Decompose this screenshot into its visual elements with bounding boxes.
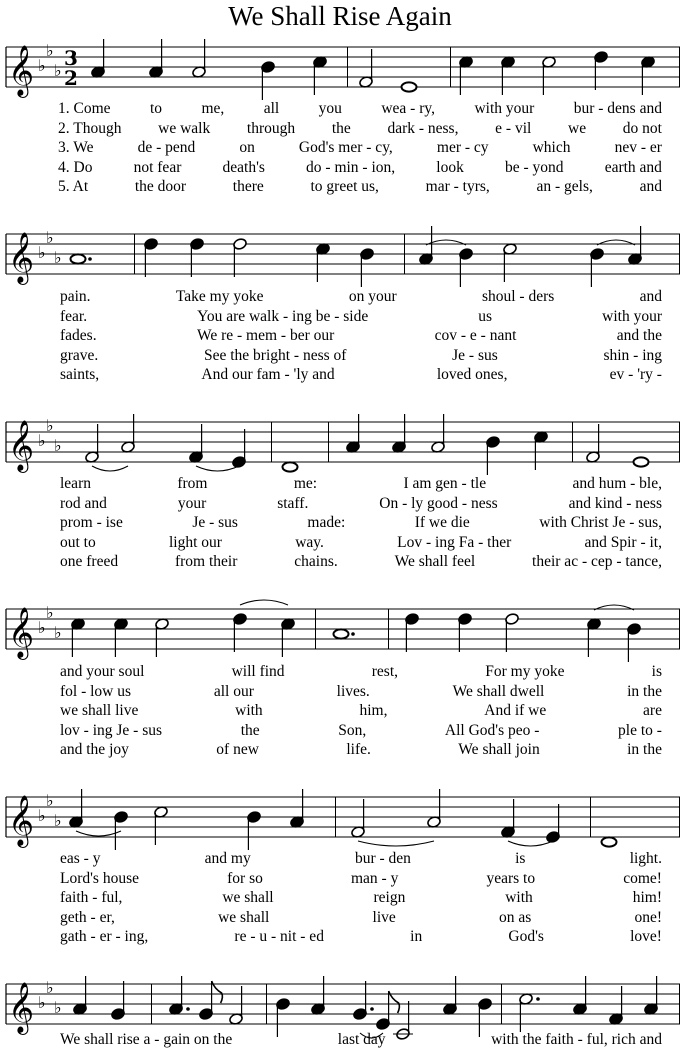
lyric-word: in xyxy=(410,928,423,945)
lyric-word: on as xyxy=(498,908,532,926)
lyric-word: are xyxy=(643,702,662,719)
lyric-word: not fear xyxy=(133,158,182,176)
lyric-word: made: xyxy=(307,514,346,531)
notehead xyxy=(334,629,349,638)
lyric-word: to greet us, xyxy=(310,178,379,195)
lyric-line xyxy=(60,475,662,492)
flat-icon: ♭ xyxy=(38,243,46,262)
lyric-word: we shall xyxy=(218,908,270,926)
lyric-word: Son, xyxy=(338,721,367,739)
lyric-word: and hum - ble, xyxy=(572,475,662,492)
lyric-word: an - gels, xyxy=(536,178,593,195)
lyric-word: 5. At xyxy=(58,178,89,195)
lyric-word: lives. xyxy=(336,682,370,700)
lyric-word: with xyxy=(235,702,263,719)
lyric-word: do - min - ion, xyxy=(306,158,396,176)
augmentation-dot xyxy=(536,997,540,1001)
lyric-word: Take my yoke xyxy=(175,288,264,305)
slur xyxy=(508,841,553,846)
flat-icon: ♭ xyxy=(46,791,54,810)
lyric-word: 1. Come xyxy=(58,100,111,117)
lyric-line xyxy=(60,495,662,512)
lyric-line xyxy=(60,870,662,887)
lyric-word: with xyxy=(505,889,533,906)
lyric-line xyxy=(58,120,662,137)
lyric-word: If we die xyxy=(414,514,470,531)
lyric-word: all our xyxy=(213,682,254,700)
lyric-word: faith - ful, xyxy=(60,889,123,906)
lyric-word: rod and xyxy=(60,494,107,512)
lyric-line xyxy=(60,889,662,906)
lyric-word: through xyxy=(246,119,296,137)
slur xyxy=(92,466,128,471)
lyric-word: and xyxy=(639,178,662,195)
lyric-word: loved ones, xyxy=(436,366,508,383)
lyric-word: mar - tyrs, xyxy=(425,178,490,195)
flat-icon: ♭ xyxy=(38,431,46,450)
lyric-word: God's mer - cy, xyxy=(298,139,393,156)
lyric-word: All God's peo - xyxy=(444,721,540,739)
lyric-word: be - yond xyxy=(505,158,564,176)
lyric-word: to xyxy=(149,100,163,117)
lyric-word: We re - mem - ber our xyxy=(196,327,335,344)
flat-icon: ♭ xyxy=(54,248,62,267)
lyric-word: shin - ing xyxy=(603,346,662,364)
lyric-word: we shall xyxy=(222,889,274,906)
lyric-word: Lord's house xyxy=(60,869,139,887)
time-signature-top: 3 xyxy=(64,46,78,70)
lyric-word: I am gen - tle xyxy=(403,475,487,492)
treble-clef-icon: 𝄞 xyxy=(8,607,35,658)
lyric-word: geth - er, xyxy=(60,908,115,926)
lyric-word: learn xyxy=(60,475,91,492)
lyric-word: way. xyxy=(295,533,324,551)
treble-clef-icon: 𝄞 xyxy=(8,982,35,1033)
lyric-word: we xyxy=(568,119,587,137)
flat-icon: ♭ xyxy=(46,228,54,247)
lyric-word: earth and xyxy=(604,158,662,176)
lyric-word: on xyxy=(239,139,255,156)
lyric-word: do not xyxy=(622,119,662,137)
lyric-word: one! xyxy=(634,908,662,926)
lyric-word: and the joy xyxy=(60,741,129,758)
flat-icon: ♭ xyxy=(54,61,62,80)
lyric-word: there xyxy=(232,178,264,195)
lyric-word: 3. We xyxy=(58,139,94,156)
lyric-word: saints, xyxy=(60,366,100,383)
lyric-word: the door xyxy=(134,178,187,195)
lyric-word: ple to - xyxy=(618,721,662,739)
treble-clef-icon: 𝄞 xyxy=(8,420,35,471)
lyric-line xyxy=(60,928,662,945)
lyric-word: we shall live xyxy=(60,702,139,719)
lyric-word: which xyxy=(532,139,571,156)
lyric-word: On - ly good - ness xyxy=(379,494,498,512)
notehead xyxy=(602,837,617,846)
treble-clef-icon: 𝄞 xyxy=(8,45,35,96)
lyric-word: man - y xyxy=(350,869,399,887)
lyric-word: 2. Though xyxy=(58,119,122,137)
hymn-title: We Shall Rise Again xyxy=(228,1,452,31)
lyric-word: de - pend xyxy=(137,139,196,156)
slur xyxy=(240,600,288,605)
lyric-word: fol - low us xyxy=(60,682,132,700)
flat-icon: ♭ xyxy=(38,993,46,1012)
lyric-word: staff. xyxy=(277,494,309,512)
lyric-line xyxy=(60,553,662,570)
lyric-line xyxy=(60,1031,662,1048)
lyric-line xyxy=(60,722,662,739)
lyric-word: fear. xyxy=(60,307,88,325)
lyric-line xyxy=(60,347,662,364)
lyric-line xyxy=(60,288,662,305)
lyric-line xyxy=(60,514,662,531)
lyric-word: grave. xyxy=(60,346,99,364)
slur xyxy=(76,831,121,836)
lyric-word: lov - ing Je - sus xyxy=(60,721,163,739)
lyric-word: him! xyxy=(632,889,662,906)
lyric-word: prom - ise xyxy=(60,514,123,531)
flat-icon: ♭ xyxy=(54,998,62,1017)
lyric-word: is xyxy=(515,850,526,867)
lyric-word: fades. xyxy=(60,327,97,344)
lyric-word: one freed xyxy=(60,553,119,570)
lyric-word: and your soul xyxy=(60,663,145,680)
flat-icon: ♭ xyxy=(54,623,62,642)
flat-icon: ♭ xyxy=(38,806,46,825)
lyric-word: wea - ry, xyxy=(381,100,435,117)
lyric-word: him, xyxy=(359,702,388,719)
lyric-word: last day xyxy=(337,1031,386,1048)
lyric-word: with Christ Je - sus, xyxy=(539,514,662,531)
flat-icon: ♭ xyxy=(54,436,62,455)
lyric-word: of new xyxy=(216,741,259,758)
lyric-word: with your xyxy=(602,307,662,325)
lyric-word: their ac - cep - tance, xyxy=(532,553,662,570)
lyric-word: bur - den xyxy=(354,850,411,867)
lyric-word: nev - er xyxy=(614,139,662,156)
treble-clef-icon: 𝄞 xyxy=(8,232,35,283)
lyric-word: pain. xyxy=(60,288,91,305)
lyric-word: light. xyxy=(629,850,662,867)
lyric-word: and kind - ness xyxy=(568,494,662,512)
lyric-line xyxy=(58,159,662,176)
notehead xyxy=(402,82,417,91)
lyric-word: chains. xyxy=(294,553,338,570)
lyric-word: in the xyxy=(627,682,662,700)
lyric-line xyxy=(58,139,662,156)
lyric-word: rest, xyxy=(371,663,399,680)
lyric-word: We shall join xyxy=(458,741,540,758)
lyric-word: cov - e - nant xyxy=(434,327,517,344)
lyric-line xyxy=(60,308,662,325)
lyric-word: we walk xyxy=(158,119,211,137)
lyric-word: the xyxy=(331,119,351,137)
lyric-word: and Spir - it, xyxy=(584,533,662,551)
augmentation-dot xyxy=(88,257,92,261)
lyric-word: light our xyxy=(169,533,222,551)
flat-icon: ♭ xyxy=(38,56,46,75)
lyric-line xyxy=(60,909,662,926)
lyric-word: dark - ness, xyxy=(387,119,459,137)
lyric-word: live xyxy=(372,908,396,926)
lyric-word: We shall rise a - gain on the xyxy=(60,1031,233,1048)
lyric-word: me, xyxy=(201,100,225,117)
lyric-word: from their xyxy=(174,553,238,570)
lyric-line xyxy=(60,702,662,719)
lyric-line xyxy=(60,850,662,867)
lyric-word: gath - er - ing, xyxy=(60,928,149,945)
lyric-word: all xyxy=(263,100,280,117)
lyric-word: come! xyxy=(623,869,662,887)
lyric-word: out to xyxy=(60,533,96,551)
lyric-word: the xyxy=(240,721,260,739)
lyric-word: and my xyxy=(204,850,251,867)
augmentation-dot xyxy=(186,1007,190,1011)
lyric-line xyxy=(58,100,662,117)
lyric-word: for so xyxy=(227,869,263,887)
lyric-word: We shall feel xyxy=(394,553,476,570)
lyric-word: e - vil xyxy=(495,119,532,137)
lyric-line xyxy=(60,534,662,551)
lyric-word: us xyxy=(478,307,493,325)
flat-icon: ♭ xyxy=(54,811,62,830)
treble-clef-icon: 𝄞 xyxy=(8,795,35,846)
lyric-word: in the xyxy=(627,741,662,758)
lyric-word: Je - sus xyxy=(452,346,498,364)
flat-icon: ♭ xyxy=(46,41,54,60)
lyric-word: ev - 'ry - xyxy=(609,366,662,383)
slur xyxy=(196,466,239,471)
lyric-line xyxy=(60,366,662,383)
notehead xyxy=(71,254,86,263)
flat-icon: ♭ xyxy=(46,603,54,622)
lyric-word: look xyxy=(436,158,464,176)
lyric-word: is xyxy=(651,663,662,680)
lyric-word: Je - sus xyxy=(192,514,238,531)
lyric-word: you xyxy=(318,100,342,117)
lyric-word: We shall dwell xyxy=(452,682,545,700)
lyric-word: and the xyxy=(616,327,662,344)
lyric-word: bur - dens and xyxy=(573,100,662,117)
lyric-word: Lov - ing Fa - ther xyxy=(397,533,512,551)
lyric-word: For my yoke xyxy=(485,663,565,680)
lyric-line xyxy=(60,663,662,680)
lyric-line xyxy=(60,327,662,344)
slur xyxy=(358,841,434,846)
flat-icon: ♭ xyxy=(46,416,54,435)
lyric-word: God's xyxy=(508,928,544,945)
notehead xyxy=(634,457,649,466)
lyric-word: from xyxy=(177,475,208,492)
lyric-line xyxy=(60,741,662,758)
lyric-word: re - u - nit - ed xyxy=(234,928,324,945)
lyric-word: love! xyxy=(630,928,662,945)
lyric-word: on your xyxy=(348,288,397,305)
augmentation-dot xyxy=(370,1007,374,1011)
time-signature-bottom: 2 xyxy=(64,66,78,90)
lyric-word: will find xyxy=(231,663,285,680)
lyric-word: death's xyxy=(222,158,265,176)
flat-icon: ♭ xyxy=(38,618,46,637)
lyric-word: See the bright - ness of xyxy=(203,346,347,364)
lyric-word: You are walk - ing be - side xyxy=(197,307,369,325)
flat-icon: ♭ xyxy=(46,978,54,997)
lyric-word: with the faith - ful, rich and xyxy=(491,1031,662,1048)
lyric-word: with your xyxy=(474,100,535,117)
lyric-word: life. xyxy=(346,741,371,758)
lyric-word: reign xyxy=(373,889,406,906)
lyric-line xyxy=(58,178,662,195)
lyric-word: shoul - ders xyxy=(481,288,555,305)
lyric-word: mer - cy xyxy=(436,139,489,156)
lyric-word: me: xyxy=(293,475,318,492)
lyric-word: and xyxy=(639,288,662,305)
notehead xyxy=(283,462,298,471)
augmentation-dot xyxy=(351,632,355,636)
lyric-word: And if we xyxy=(484,702,547,719)
lyric-word: your xyxy=(177,494,207,512)
lyric-word: And our fam - 'ly and xyxy=(201,366,335,383)
lyric-line xyxy=(60,683,662,700)
lyric-word: years to xyxy=(486,869,536,887)
lyric-word: eas - y xyxy=(60,850,101,867)
lyric-word: 4. Do xyxy=(58,158,93,176)
